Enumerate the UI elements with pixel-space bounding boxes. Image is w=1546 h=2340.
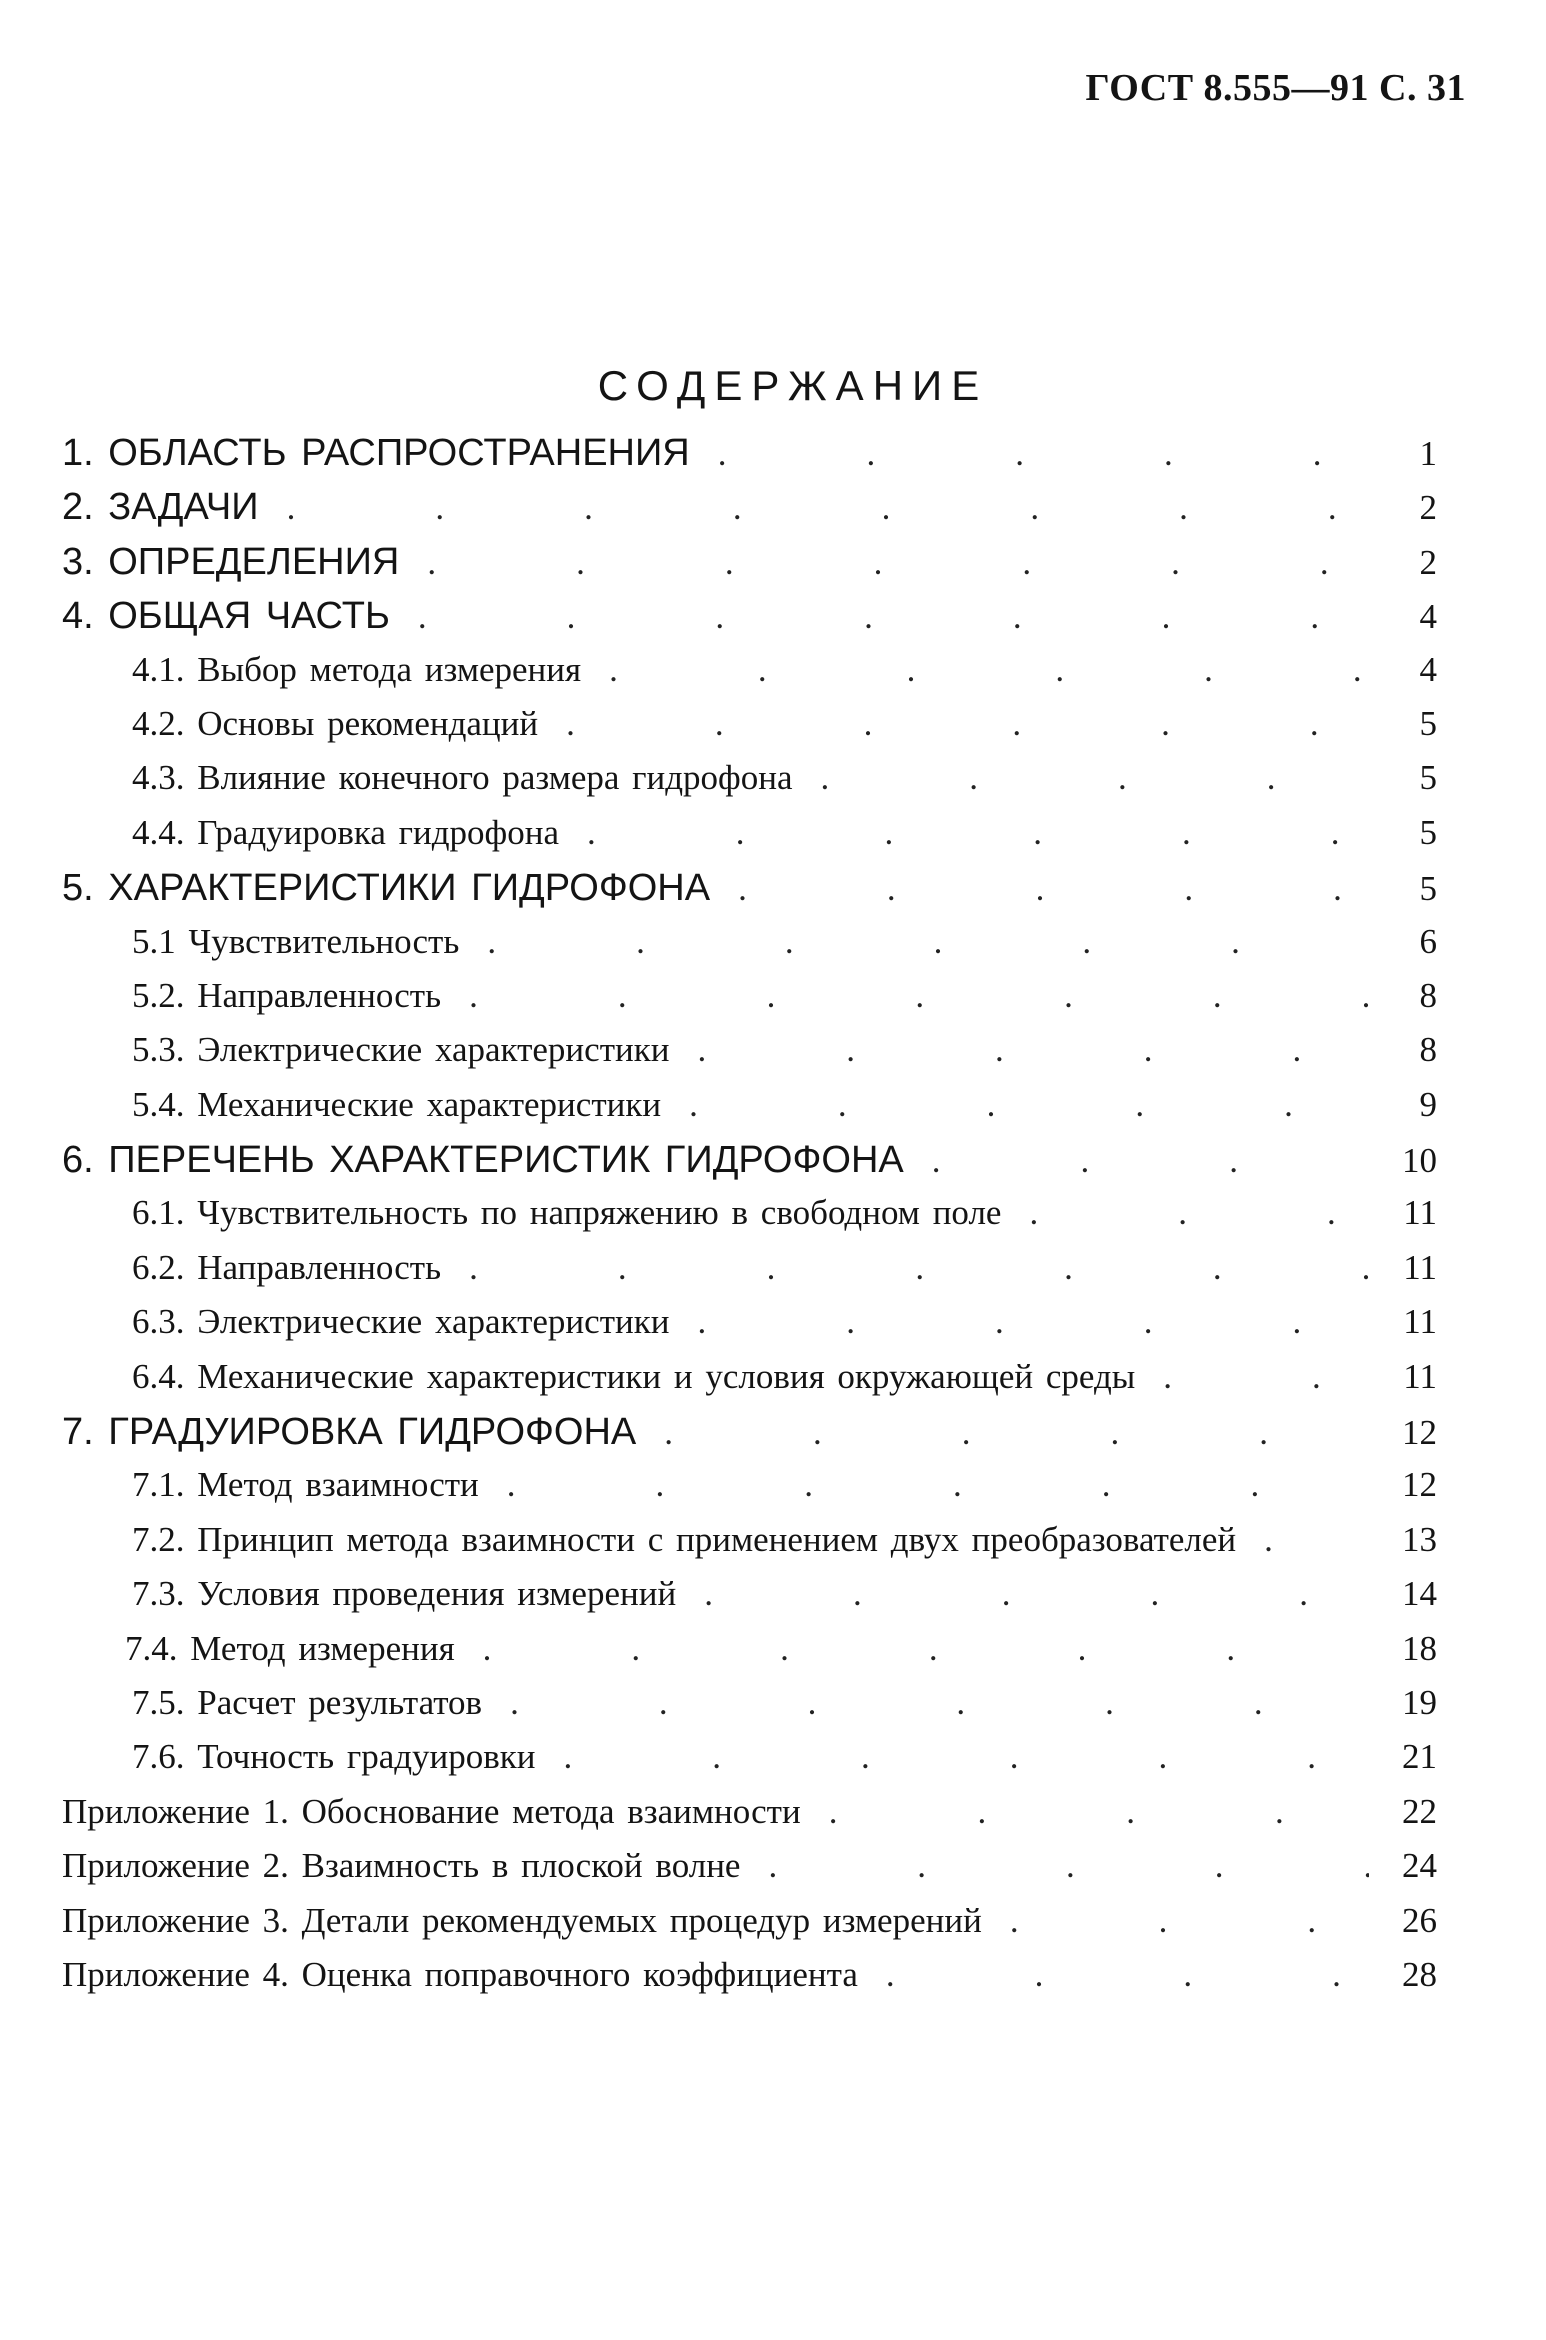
toc-entry-label: 4.1. Выбор метода измерения	[132, 649, 582, 689]
toc-leader-dots	[1163, 1357, 1369, 1397]
toc-entry-7-4[interactable]	[62, 1629, 1437, 1683]
toc-entry-label: 6.4. Механические характеристики и условия окружающей среды	[132, 1356, 1136, 1396]
toc-leader-dots	[287, 488, 1369, 528]
toc-entry-5-1[interactable]	[62, 922, 1437, 976]
toc-entry-page: 1	[1419, 434, 1437, 473]
toc-entry-page: 8	[1419, 1030, 1437, 1070]
toc-entry-page: 11	[1403, 1247, 1437, 1287]
toc-entry-page: 21	[1402, 1737, 1437, 1777]
toc-entry-6-2[interactable]	[62, 1248, 1437, 1302]
toc-entry-label: 4.2. Основы рекомендаций	[132, 703, 539, 743]
toc-entry-label: 6.1. Чувствительность по напряжению в свободном поле	[132, 1193, 1002, 1233]
toc-entry-label: 7.4. Метод измерения	[125, 1628, 455, 1668]
toc-entry-page: 10	[1402, 1141, 1437, 1181]
toc-entry-page: 4	[1419, 649, 1437, 689]
toc-entry-page: 9	[1419, 1084, 1437, 1124]
toc-entry-label: 2. ЗАДАЧИ	[62, 486, 259, 529]
toc-entry-appendix-4[interactable]	[62, 1955, 1437, 2009]
toc-entry-label: 5.1 Чувствительность	[132, 921, 460, 961]
toc-entry-page: 5	[1419, 703, 1437, 743]
toc-leader-dots	[587, 813, 1369, 853]
toc-entry-appendix-3[interactable]	[62, 1901, 1437, 1955]
toc-leader-dots	[821, 758, 1370, 798]
toc-leader-dots	[566, 704, 1369, 744]
toc-entry-appendix-2[interactable]	[62, 1846, 1437, 1900]
toc-entry-page: 28	[1402, 1954, 1437, 1994]
table-of-contents	[62, 432, 1437, 2009]
toc-entry-7-6[interactable]	[62, 1737, 1437, 1791]
toc-entry-4-4[interactable]	[62, 813, 1437, 867]
toc-entry-label: 1. ОБЛАСТЬ РАСПРОСТРАНЕНИЯ	[62, 432, 690, 474]
toc-entry-4-3[interactable]	[62, 758, 1437, 812]
toc-entry-label: Приложение 2. Взаимность в плоской волне	[62, 1846, 741, 1886]
toc-entry-page: 26	[1402, 1900, 1437, 1940]
toc-entry-7[interactable]	[62, 1411, 1437, 1465]
toc-leader-dots	[932, 1141, 1369, 1181]
toc-entry-page: 12	[1402, 1465, 1437, 1505]
toc-entry-label: 5.2. Направленность	[132, 975, 442, 1015]
toc-entry-label: 5.3. Электрические характеристики	[132, 1030, 670, 1070]
toc-entry-page: 19	[1402, 1682, 1437, 1722]
toc-entry-label: 3. ОПРЕДЕЛЕНИЯ	[62, 540, 400, 583]
toc-entry-page: 5	[1419, 812, 1437, 852]
toc-entry-page: 18	[1402, 1628, 1437, 1668]
toc-entry-label: 4.4. Градуировка гидрофона	[132, 812, 559, 852]
toc-entry-5-4[interactable]	[62, 1085, 1437, 1139]
toc-entry-6-4[interactable]	[62, 1357, 1437, 1411]
toc-entry-page: 6	[1419, 921, 1437, 961]
toc-leader-dots	[418, 597, 1369, 637]
toc-entry-label: 5.4. Механические характеристики	[132, 1084, 662, 1124]
toc-entry-page: 5	[1419, 869, 1437, 909]
toc-entry-page: 2	[1419, 542, 1437, 582]
toc-entry-3[interactable]	[62, 541, 1437, 595]
page-header: ГОСТ 8.555—91 С. 31	[1085, 67, 1466, 109]
toc-entry-page: 11	[1403, 1356, 1437, 1396]
toc-entry-label: Приложение 4. Оценка поправочного коэффициента	[62, 1954, 858, 1994]
toc-leader-dots	[483, 1629, 1369, 1669]
toc-leader-dots	[564, 1737, 1369, 1777]
toc-entry-page: 2	[1419, 488, 1437, 528]
toc-entry-label: 7.5. Расчет результатов	[132, 1682, 483, 1722]
toc-entry-label: Приложение 1. Обоснование метода взаимности	[62, 1791, 801, 1831]
toc-leader-dots	[697, 1302, 1369, 1342]
toc-leader-dots	[718, 434, 1369, 474]
toc-leader-dots	[609, 650, 1369, 690]
toc-entry-page: 11	[1403, 1302, 1437, 1342]
toc-leader-dots	[689, 1085, 1369, 1125]
toc-entry-appendix-1[interactable]	[62, 1792, 1437, 1846]
toc-entry-5[interactable]	[62, 867, 1437, 921]
toc-entry-6-3[interactable]	[62, 1302, 1437, 1356]
toc-entry-page: 4	[1419, 597, 1437, 637]
toc-entry-page: 14	[1402, 1574, 1437, 1614]
toc-leader-dots	[487, 922, 1369, 962]
toc-leader-dots	[1264, 1520, 1369, 1560]
toc-entry-4-2[interactable]	[62, 704, 1437, 758]
toc-entry-label: 4. ОБЩАЯ ЧАСТЬ	[62, 595, 390, 638]
toc-entry-label: 7.6. Точность градуировки	[132, 1737, 536, 1777]
toc-entry-7-2[interactable]	[62, 1520, 1437, 1574]
toc-entry-label: 7. ГРАДУИРОВКА ГИДРОФОНА	[62, 1411, 637, 1454]
toc-entry-7-3[interactable]	[62, 1574, 1437, 1628]
toc-entry-label: 7.3. Условия проведения измерений	[132, 1574, 677, 1614]
toc-leader-dots	[664, 1413, 1369, 1453]
toc-leader-dots	[886, 1955, 1369, 1995]
toc-entry-7-5[interactable]	[62, 1683, 1437, 1737]
toc-entry-1[interactable]	[62, 432, 1437, 486]
toc-entry-2[interactable]	[62, 486, 1437, 540]
toc-entry-label: 7.1. Метод взаимности	[132, 1465, 479, 1505]
toc-leader-dots	[704, 1574, 1369, 1614]
toc-entry-page: 5	[1419, 758, 1437, 798]
toc-leader-dots	[768, 1846, 1369, 1886]
toc-entry-label: Приложение 3. Детали рекомендуемых процедур измерений	[62, 1900, 982, 1940]
toc-entry-4-1[interactable]	[62, 650, 1437, 704]
toc-entry-page: 12	[1402, 1413, 1437, 1453]
toc-entry-page: 13	[1402, 1519, 1437, 1559]
toc-leader-dots	[1029, 1193, 1369, 1233]
toc-entry-5-2[interactable]	[62, 976, 1437, 1030]
toc-entry-4[interactable]	[62, 595, 1437, 649]
toc-leader-dots	[829, 1792, 1369, 1832]
toc-leader-dots	[469, 976, 1369, 1016]
toc-entry-label: 6.3. Электрические характеристики	[132, 1302, 670, 1342]
toc-entry-page: 22	[1402, 1791, 1437, 1831]
toc-entry-label: 4.3. Влияние конечного размера гидрофона	[132, 758, 793, 798]
toc-entry-label: 7.2. Принцип метода взаимности с применением двух преобразователей	[132, 1519, 1237, 1559]
toc-leader-dots	[469, 1248, 1369, 1288]
toc-title: СОДЕРЖАНИЕ	[597, 362, 989, 409]
toc-leader-dots	[507, 1465, 1369, 1505]
toc-entry-5-3[interactable]	[62, 1030, 1437, 1084]
toc-leader-dots	[510, 1683, 1369, 1723]
toc-leader-dots	[738, 869, 1369, 909]
toc-leader-dots	[427, 543, 1369, 583]
toc-entry-page: 8	[1419, 975, 1437, 1015]
toc-leader-dots	[1010, 1901, 1369, 1941]
toc-entry-6-1[interactable]	[62, 1193, 1437, 1247]
toc-entry-label: 5. ХАРАКТЕРИСТИКИ ГИДРОФОНА	[62, 867, 711, 910]
toc-entry-6[interactable]	[62, 1139, 1437, 1193]
toc-entry-page: 11	[1403, 1193, 1437, 1233]
toc-entry-label: 6. ПЕРЕЧЕНЬ ХАРАКТЕРИСТИК ГИДРОФОНА	[62, 1139, 904, 1182]
toc-entry-page: 24	[1402, 1846, 1437, 1886]
toc-entry-label: 6.2. Направленность	[132, 1247, 442, 1287]
toc-entry-7-1[interactable]	[62, 1465, 1437, 1519]
toc-leader-dots	[697, 1030, 1369, 1070]
